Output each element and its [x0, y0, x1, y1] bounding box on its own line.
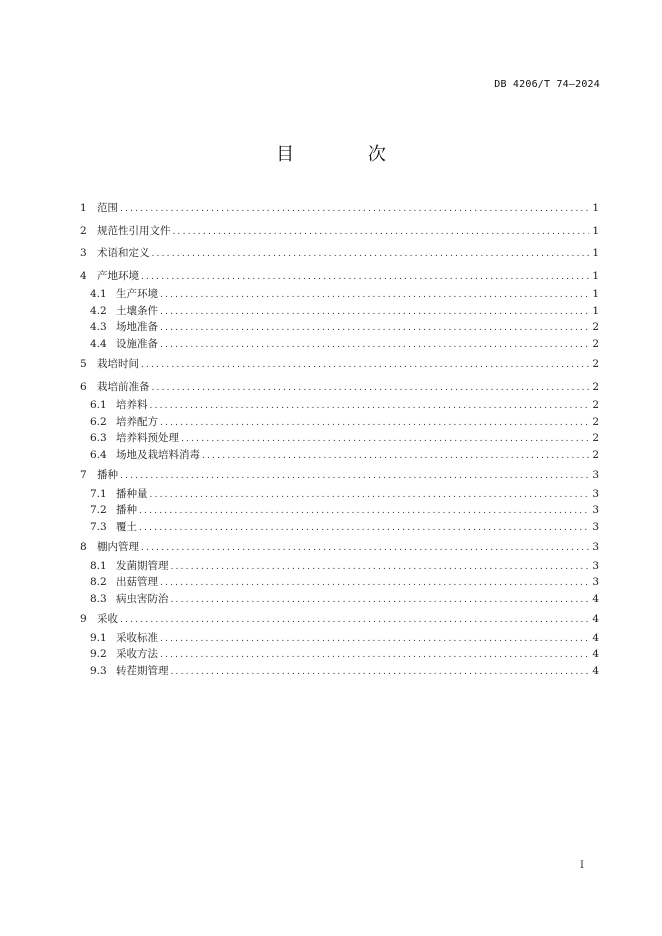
toc-entry-number: 8.2	[90, 576, 107, 588]
toc-dot-leader	[139, 520, 589, 536]
toc-dot-leader	[160, 631, 589, 647]
toc-entry[interactable]	[80, 663, 599, 680]
toc-entry[interactable]	[80, 591, 599, 608]
toc-entry-page: 4	[592, 648, 599, 660]
toc-entry[interactable]	[80, 223, 599, 242]
toc-entry-number: 4.4	[90, 337, 107, 350]
toc-entry-label: 产地环境	[97, 269, 139, 282]
toc-dot-leader	[120, 468, 589, 484]
toc-entry-page: 1	[592, 247, 599, 259]
toc-entry[interactable]	[80, 319, 599, 336]
toc-entry-label: 棚内管理	[97, 541, 139, 553]
toc-entry-number: 6.1	[90, 399, 107, 411]
toc-entry-number: 9.3	[90, 664, 107, 677]
toc-entry-label: 术语和定义	[97, 247, 150, 259]
toc-entry-number: 1	[80, 202, 87, 214]
toc-entry-label: 播种	[97, 469, 118, 481]
toc-dot-leader	[173, 224, 590, 240]
toc-entry-page: 2	[592, 399, 599, 411]
toc-entry[interactable]	[80, 414, 599, 431]
toc-entry-page: 2	[592, 448, 599, 461]
toc-entry-label: 播种量	[116, 487, 148, 500]
toc-entry-label: 覆土	[116, 520, 137, 533]
toc-entry[interactable]	[80, 397, 599, 414]
toc-entry-label: 培养料	[116, 399, 148, 411]
toc-entry-page: 1	[592, 288, 599, 300]
toc-entry-number: 9.1	[90, 631, 107, 644]
toc-dot-leader	[171, 592, 590, 608]
toc-entry-number: 4.3	[90, 321, 107, 333]
toc-dot-leader	[150, 487, 590, 503]
toc-entry-page: 1	[592, 269, 599, 282]
toc-entry-number: 7.2	[90, 504, 107, 516]
toc-entry[interactable]	[80, 268, 599, 287]
toc-entry-page: 3	[592, 469, 599, 481]
toc-entry-number: 4.2	[90, 304, 107, 317]
toc-entry[interactable]	[80, 574, 599, 591]
toc-entry-number: 6.3	[90, 432, 107, 444]
toc-entry[interactable]	[80, 486, 599, 503]
toc-entry-number: 3	[80, 247, 87, 259]
toc-entry-number: 8.1	[90, 559, 107, 572]
toc-entry-page: 1	[592, 304, 599, 317]
toc-entry-label: 培养料预处理	[116, 432, 179, 444]
toc-entry-label: 培养配方	[116, 415, 158, 428]
toc-dot-leader	[181, 431, 589, 447]
toc-entry[interactable]	[80, 447, 599, 464]
toc-entry-number: 7	[80, 469, 87, 481]
toc-dot-leader	[141, 269, 589, 285]
page-number: I	[580, 860, 584, 871]
toc-entry[interactable]	[80, 200, 599, 219]
toc-entry-number: 9	[80, 613, 87, 625]
toc-entry[interactable]	[80, 539, 599, 558]
document-code: DB 4206/T 74—2024	[494, 79, 600, 90]
toc-entry-label: 场地及栽培料消毒	[116, 448, 200, 461]
toc-dot-leader	[160, 304, 589, 320]
toc-entry-page: 3	[592, 487, 599, 500]
toc-entry[interactable]	[80, 430, 599, 447]
toc-dot-leader	[171, 664, 590, 680]
toc-entry-page: 2	[592, 432, 599, 444]
toc-dot-leader	[152, 380, 590, 396]
toc-entry-page: 3	[592, 541, 599, 553]
toc-entry-label: 场地准备	[116, 321, 158, 333]
toc-entry-label: 栽培前准备	[97, 380, 150, 393]
toc-dot-leader	[160, 337, 589, 353]
toc-entry[interactable]	[80, 286, 599, 303]
toc-entry-label: 土壤条件	[116, 304, 158, 317]
toc-entry-label: 范围	[97, 202, 118, 214]
toc-entry[interactable]	[80, 467, 599, 486]
toc-entry-label: 采收	[97, 613, 118, 625]
toc-entry-label: 栽培时间	[97, 358, 139, 370]
toc-dot-leader	[152, 246, 590, 262]
toc-entry[interactable]	[80, 519, 599, 536]
toc-dot-leader	[171, 559, 590, 575]
toc-entry-label: 转茬期管理	[116, 664, 169, 677]
toc-entry-label: 设施准备	[116, 337, 158, 350]
toc-entry-number: 8	[80, 541, 87, 553]
table-of-contents	[80, 200, 599, 679]
toc-entry[interactable]	[80, 356, 599, 375]
toc-entry[interactable]	[80, 611, 599, 630]
toc-entry-number: 4.1	[90, 288, 107, 300]
toc-entry-page: 2	[592, 337, 599, 350]
toc-dot-leader	[160, 320, 589, 336]
toc-entry[interactable]	[80, 630, 599, 647]
toc-entry[interactable]	[80, 502, 599, 519]
toc-entry-page: 4	[592, 631, 599, 644]
toc-entry-page: 3	[592, 576, 599, 588]
toc-entry-page: 2	[592, 321, 599, 333]
toc-dot-leader	[120, 201, 589, 217]
toc-entry-number: 8.3	[90, 592, 107, 605]
toc-entry-page: 3	[592, 520, 599, 533]
toc-dot-leader	[160, 647, 589, 663]
toc-entry-label: 采收方法	[116, 648, 158, 660]
toc-entry[interactable]	[80, 646, 599, 663]
toc-entry-page: 4	[592, 592, 599, 605]
toc-entry[interactable]	[80, 558, 599, 575]
toc-entry-label: 采收标准	[116, 631, 158, 644]
toc-entry-number: 6.2	[90, 415, 107, 428]
toc-entry-label: 出菇管理	[116, 576, 158, 588]
toc-entry-number: 5	[80, 358, 87, 370]
page-title: 目 次	[276, 144, 420, 165]
toc-entry-page: 2	[592, 358, 599, 370]
toc-entry-page: 2	[592, 415, 599, 428]
toc-entry-label: 病虫害防治	[116, 592, 169, 605]
toc-entry-label: 播种	[116, 504, 137, 516]
toc-entry-page: 4	[592, 613, 599, 625]
toc-dot-leader	[160, 415, 589, 431]
toc-entry-label: 发菌期管理	[116, 559, 169, 572]
toc-entry-page: 2	[592, 380, 599, 393]
toc-dot-leader	[150, 398, 590, 414]
toc-dot-leader	[160, 287, 589, 303]
toc-entry-page: 4	[592, 664, 599, 677]
toc-dot-leader	[139, 503, 589, 519]
toc-entry-number: 6	[80, 380, 87, 393]
toc-entry[interactable]	[80, 379, 599, 398]
toc-dot-leader	[141, 357, 589, 373]
toc-dot-leader	[202, 448, 589, 464]
toc-entry-number: 7.3	[90, 520, 107, 533]
toc-entry-page: 3	[592, 504, 599, 516]
toc-dot-leader	[141, 540, 589, 556]
toc-dot-leader	[120, 612, 589, 628]
toc-entry-number: 7.1	[90, 487, 107, 500]
toc-entry-number: 2	[80, 224, 87, 237]
toc-entry[interactable]	[80, 245, 599, 264]
toc-entry-number: 4	[80, 269, 87, 282]
toc-entry-number: 6.4	[90, 448, 107, 461]
toc-entry-page: 3	[592, 559, 599, 572]
toc-entry-label: 生产环境	[116, 288, 158, 300]
toc-entry-page: 1	[592, 202, 599, 214]
toc-dot-leader	[160, 575, 589, 591]
toc-entry-number: 9.2	[90, 648, 107, 660]
toc-entry-label: 规范性引用文件	[97, 224, 171, 237]
toc-entry[interactable]	[80, 336, 599, 353]
toc-entry[interactable]	[80, 303, 599, 320]
toc-entry-page: 1	[592, 224, 599, 237]
